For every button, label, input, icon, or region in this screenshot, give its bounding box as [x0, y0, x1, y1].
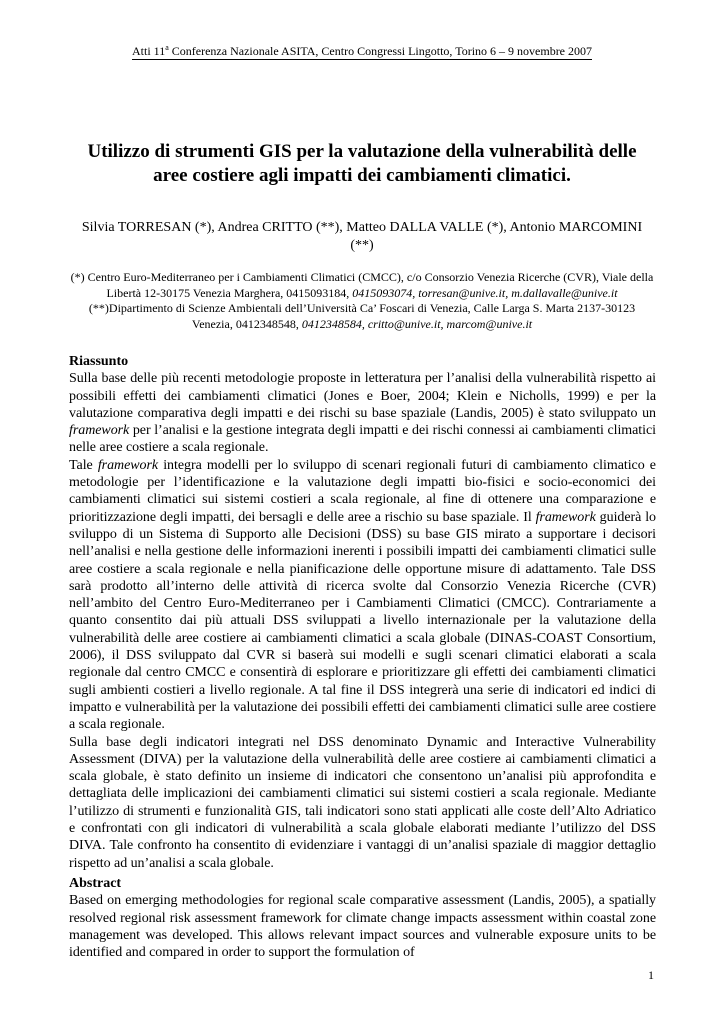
abstract-heading: Abstract — [69, 876, 122, 891]
header-text-end: Conferenza Nazionale ASITA, Centro Congressi Lingotto, Torino 6 – 9 novembre 2007 — [168, 44, 593, 58]
page-number: 1 — [648, 968, 654, 982]
affiliation-cmcc — [70, 270, 654, 301]
riassunto-p2-italic-2: framework — [535, 509, 596, 525]
riassunto-p2-italic-1: framework — [97, 457, 159, 473]
affiliation-unive — [70, 301, 654, 332]
riassunto-heading: Riassunto — [69, 354, 129, 369]
header-line — [132, 40, 592, 60]
riassunto-p2-text-a: Tale — [69, 457, 98, 473]
riassunto-p2-text-c: guiderà lo sviluppo di un Sistema di Supporto alle Decisioni (DSS) su base GIS mirato a supportare i decisori nell’analisi e nella gestione delle informazioni inerenti i possibili impatti dei cambiamenti climatici sulle aree costiere a scala regionale e nella pianificazione delle opportune misure di adattamento. Tale DSS sarà prodotto all’interno delle attività di ricerca svolte dal Consorzio Venezia Ricerche (CVR) nell’ambito del Centro Euro-Mediterraneo per i Cambiamenti Climatici (CMCC). Contrariamente a quanto consentito dai più attuali DSS sviluppati a livello internazionale per la valutazione della vulnerabilità delle aree costiere ai cambiamenti climatici a scala globale (DINAS-COAST Consortium, 2006), il DSS sviluppato dal CVR si baserà sui modelli e sugli scenari climatici elaborati a scala regionale dal centro CMCC e consentirà di esplorare e prioritizzare gli effetti dei cambiamenti climatici sugli ambienti costieri a livello regionale. A tal fine il DSS integrerà una serie di indicatori ed indici di impatto e vulnerabilità per la valutazione dei possibili effetti dei cambiamenti climatici sulle aree costiere a scala regionale. — [69, 509, 656, 733]
paper-title: Utilizzo di strumenti GIS per la valutazione della vulnerabilità delle aree costiere agli impatti dei cambiamenti climatici. — [87, 141, 637, 186]
riassunto-p1-italic: framework — [69, 423, 130, 439]
header-text-start: Atti 11 — [131, 44, 166, 58]
header-superscript: a — [165, 43, 169, 52]
running-header — [0, 40, 724, 60]
riassunto-paragraph-2 — [69, 457, 656, 734]
author-list: Silvia TORRESAN (*), Andrea CRITTO (**), Matteo DALLA VALLE (*), Antonio MARCOMINI (**) — [81, 220, 643, 253]
affiliation-unive-contacts: 0412348584, critto@unive.it, marcom@unive.it — [301, 316, 533, 331]
affiliation-cmcc-contacts: 0415093074, torresan@unive.it, m.dallavalle@unive.it — [352, 285, 618, 300]
abstract-section — [69, 875, 656, 961]
riassunto-section — [69, 353, 656, 872]
affiliation-unive-text: (**)Dipartimento di Scienze Ambientali dell’Università Ca’ Foscari di Venezia, Calle Larga S. Marta 2137-30123 Venezia, 0412348548, — [88, 301, 636, 331]
riassunto-p1-text-a: Sulla base delle più recenti metodologie proposte in letteratura per l’analisi della vulnerabilità rispetto ai possibili effetti dei cambiamenti climatici (Jones e Boer, 2004; Klein e Nicholls, 1999) e per la valutazione comparativa degli impatti e dei rischi su base spaziale (Landis, 2005) è stato sviluppato un — [69, 371, 656, 421]
abstract-paragraph-1: Based on emerging methodologies for regional scale comparative assessment (Landis, 2005), a spatially resolved regional risk assessment framework for climate change impacts assessment within coastal zone management was developed. This allows relevant impact sources and vulnerable exposure units to be identified and compared in order to support the formulation of — [69, 893, 656, 961]
affiliations — [70, 270, 654, 332]
riassunto-paragraph-3: Sulla base degli indicatori integrati nel DSS denominato Dynamic and Interactive Vulnerability Assessment (DIVA) per la valutazione della vulnerabilità delle aree costiere ai cambiamenti climatici a scala globale, è stato definito un insieme di indicatori che consentono un’analisi più approfondita e dettagliata delle implicazioni dei cambiamenti climatici sui sistemi costieri a scala regionale. Mediante l’utilizzo di strumenti e funzionalità GIS, tali indicatori sono stati applicati alle coste dell’Alto Adriatico e confrontati con gli indicatori di vulnerabilità a scala globale elaborati mediante l’utilizzo del DSS DIVA. Tale confronto ha consentito di evidenziare i vantaggi di un’analisi spaziale di maggior dettaglio rispetto ad un’analisi a scala globale. — [69, 734, 656, 871]
affiliation-cmcc-text: (*) Centro Euro-Mediterraneo per i Cambiamenti Climatici (CMCC), c/o Consorzio Venezia Ricerche (CVR), Viale della Libertà 12-30175 Venezia Marghera, 0415093184, — [70, 270, 654, 300]
riassunto-paragraph-1 — [69, 370, 656, 456]
riassunto-p2-text-b: integra modelli per lo sviluppo di scenari regionali futuri di cambiamento climatico e metodologie per l’identificazione e la valutazione degli impatti bio-fisici e socio-economici dei cambiamenti climatici sui sistemi costieri a scala regionale, al fine di ottenere una comparazione e prioritizzazione degli impatti, dei bersagli e delle aree a rischio su base spaziale. Il — [69, 457, 656, 525]
riassunto-p1-text-b: per l’analisi e la gestione integrata degli impatti e dei rischi connessi ai cambiamenti climatici nelle aree costiere a scala regionale. — [69, 423, 656, 456]
